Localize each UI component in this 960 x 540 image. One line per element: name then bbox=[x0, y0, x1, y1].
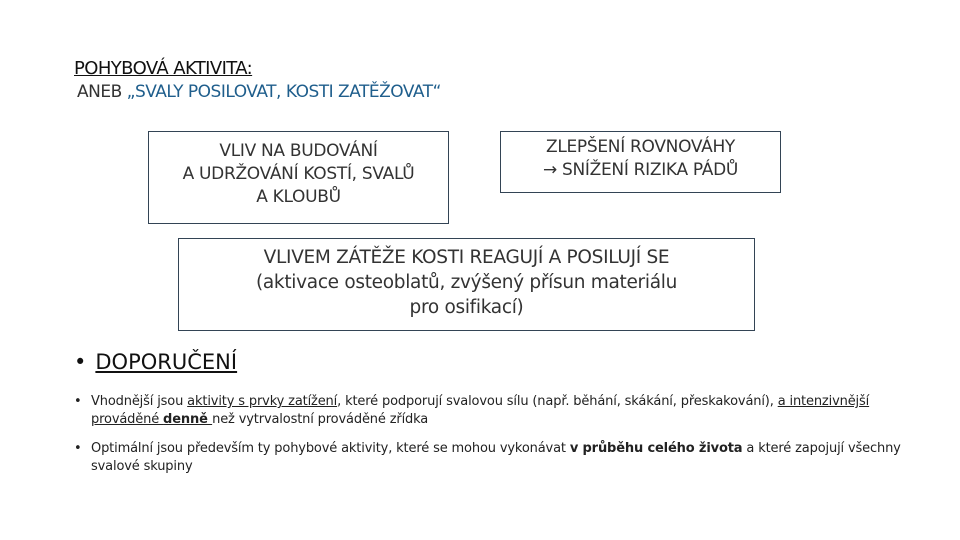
page-subtitle bbox=[77, 82, 441, 102]
box-line: A KLOUBŮ bbox=[256, 187, 341, 207]
list-item bbox=[74, 393, 914, 429]
bullet-icon: • bbox=[74, 350, 87, 374]
bullet-icon: • bbox=[74, 441, 82, 456]
bone-load-box bbox=[178, 238, 755, 331]
box-line: pro osifikací) bbox=[409, 297, 524, 318]
recommendation-heading bbox=[74, 350, 237, 374]
bold-underlined-text: denně bbox=[163, 412, 213, 427]
subtitle-quote: „SVALY POSILOVAT, KOSTI ZATĚŽOVAT“ bbox=[126, 82, 441, 102]
underlined-text: aktivity s prvky zatížení bbox=[187, 394, 338, 409]
text-run: Optimální jsou především ty pohybové aktivity, které se mohou vykonávat bbox=[91, 441, 570, 456]
text-run: a které zapojují všechny svalové skupiny bbox=[91, 441, 901, 474]
text-run: , které podporují svalovou sílu (např. běhání, skákání, přeskakování), bbox=[337, 394, 778, 409]
text-run: než vytrvalostní prováděné zřídka bbox=[212, 412, 429, 427]
underlined-text: a intenzivnější prováděné bbox=[91, 394, 870, 427]
bullet-icon: • bbox=[74, 394, 82, 409]
balance-box bbox=[500, 131, 781, 193]
box-line: (aktivace osteoblatů, zvýšený přísun materiálu bbox=[255, 272, 678, 293]
box-line: VLIV NA BUDOVÁNÍ bbox=[219, 141, 378, 161]
bold-text: v průběhu celého života bbox=[569, 441, 743, 456]
bone-building-box bbox=[148, 131, 449, 224]
recommendation-label: DOPORUČENÍ bbox=[95, 350, 238, 374]
box-line: ZLEPŠENÍ ROVNOVÁHY bbox=[545, 137, 736, 157]
text-run: Vhodnější jsou bbox=[91, 394, 188, 409]
list-item bbox=[74, 440, 914, 476]
box-line: VLIVEM ZÁTĚŽE KOSTI REAGUJÍ A POSILUJÍ SE bbox=[263, 247, 670, 268]
subtitle-prefix: ANEB bbox=[77, 82, 122, 102]
page-title: POHYBOVÁ AKTIVITA: bbox=[74, 58, 253, 79]
box-line: → SNÍŽENÍ RIZIKA PÁDŮ bbox=[542, 160, 739, 180]
box-line: A UDRŽOVÁNÍ KOSTÍ, SVALŮ bbox=[182, 164, 415, 184]
